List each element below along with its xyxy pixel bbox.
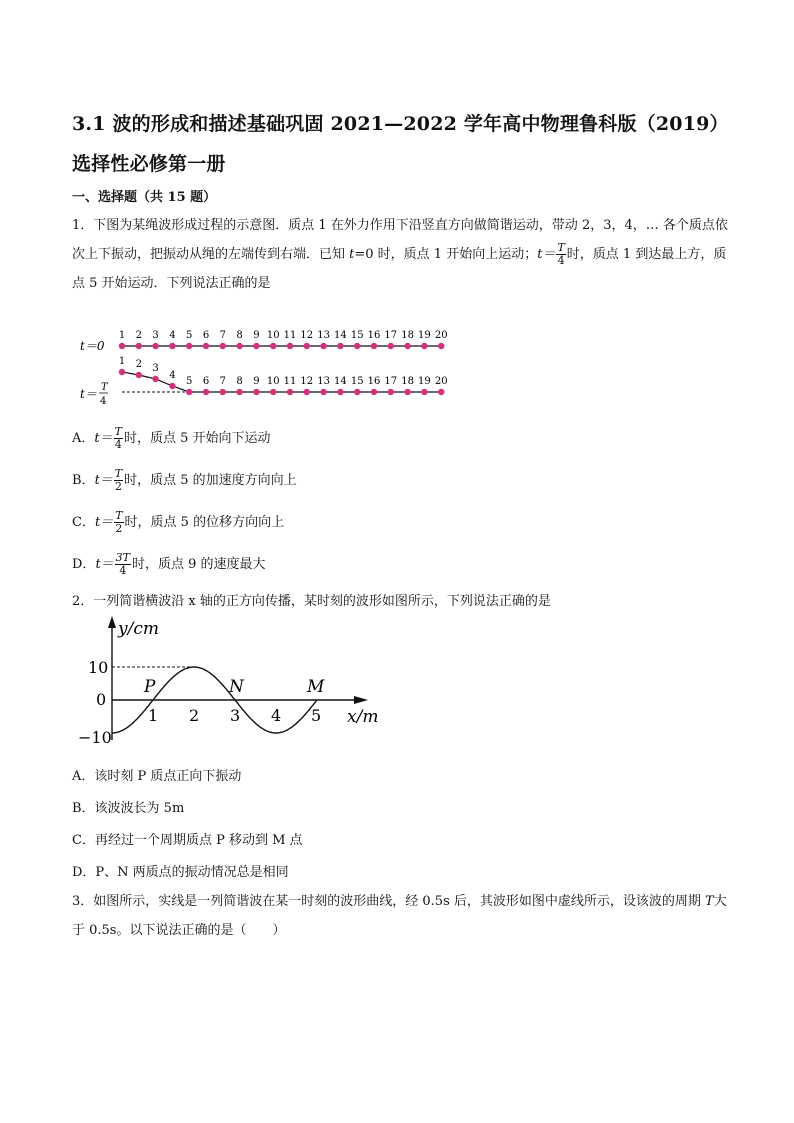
y-tick-10: 10	[88, 658, 109, 677]
option-letter: B．	[72, 473, 95, 488]
fraction-numerator: 3T	[115, 551, 131, 564]
row-1-bead	[438, 343, 444, 349]
x-axis-arrow	[354, 696, 368, 704]
fraction-numerator: T	[114, 467, 123, 480]
row-2-point-number: 8	[236, 376, 243, 387]
row-2-bead	[186, 389, 192, 395]
row-2-bead	[236, 389, 242, 395]
fraction-denominator: 4	[557, 254, 565, 267]
row-2-bead	[253, 389, 259, 395]
row-1-bead	[320, 343, 326, 349]
option-time: t＝	[94, 515, 114, 530]
x-tick-2: 2	[189, 706, 200, 725]
row-2-bead	[287, 389, 293, 395]
row-2-point-number: 9	[253, 376, 260, 387]
row-2-bead	[304, 389, 310, 395]
row-2-point-number: 11	[283, 376, 297, 387]
point-m-label: M	[307, 677, 325, 697]
row-1-point-number: 5	[186, 330, 193, 341]
row-2-point-number: 3	[152, 363, 159, 374]
row-2-point-number: 16	[367, 376, 381, 387]
row-2-bead	[169, 383, 175, 389]
row-1-point-number: 18	[401, 330, 414, 341]
question-3-stem	[72, 887, 732, 945]
row-1-bead	[287, 343, 293, 349]
row-2-point-number: 10	[266, 376, 280, 387]
question-1-option-a	[72, 426, 271, 451]
y-axis-arrow	[108, 616, 116, 628]
row-1-bead	[304, 343, 310, 349]
row-1-point-number: 20	[434, 330, 448, 341]
row-1-point-number: 11	[283, 330, 297, 341]
row-2-point-number: 18	[401, 376, 414, 387]
row-1-bead	[354, 343, 360, 349]
x-tick-4: 4	[271, 706, 282, 725]
row-1-point-number: 16	[367, 330, 381, 341]
row-2-bead	[438, 389, 444, 395]
row-2-point-number: 2	[135, 359, 142, 370]
row-1-point-number: 7	[219, 330, 226, 341]
fraction-denominator: 2	[115, 522, 123, 535]
row-1-point-number: 1	[118, 330, 126, 341]
option-text: 时，质点 5 的加速度方向向上	[124, 473, 297, 488]
row-1-point-number: 10	[266, 330, 280, 341]
row-1-point-number: 14	[334, 330, 347, 341]
row-1-bead	[152, 343, 158, 349]
row-2-bead	[388, 389, 394, 395]
row-2-time-label: t＝	[80, 387, 97, 401]
row-1-bead	[119, 343, 125, 349]
option-time: t＝	[94, 473, 113, 488]
row-2-point-number: 14	[334, 376, 347, 387]
question-2-stem: 2．一列简谐横波沿 x 轴的正方向传播，某时刻的波形如图所示，下列说法正确的是	[72, 594, 551, 609]
row-2-point-number: 12	[300, 376, 314, 387]
row-1-bead	[337, 343, 343, 349]
option-text: 时，质点 5 的位移方向向上	[124, 515, 285, 530]
row-2-point-number: 5	[186, 376, 193, 387]
fraction-numerator: T	[557, 241, 565, 254]
option-letter: D．	[72, 557, 96, 572]
row-2-bead	[337, 389, 343, 395]
question-1-stem	[72, 211, 732, 298]
row-1-point-number: 17	[384, 330, 398, 341]
row-2-point-number: 17	[384, 376, 398, 387]
row-1-point-number: 2	[135, 330, 142, 341]
row-1-time-label: t＝0	[80, 339, 105, 353]
row-1-point-number: 4	[169, 330, 176, 341]
section-heading: 一、选择题（共 15 题）	[72, 190, 217, 205]
y-tick-0: 0	[96, 690, 107, 709]
x-tick-5: 5	[311, 706, 322, 725]
row-1-point-number: 6	[202, 330, 210, 341]
row-2-bead	[421, 389, 427, 395]
row-2-point-number: 15	[350, 376, 364, 387]
option-fraction	[114, 426, 123, 451]
fraction-denominator: 2	[114, 480, 122, 493]
row-1-bead	[253, 343, 259, 349]
row-2-bead	[270, 389, 276, 395]
row-1-point-number: 13	[317, 330, 330, 341]
row-2-point-number: 20	[434, 376, 448, 387]
question-1-option-d	[72, 552, 266, 577]
option-fraction	[114, 510, 123, 535]
option-letter: A．	[72, 431, 95, 446]
row-2-bead	[371, 389, 377, 395]
fraction-t-over-4	[556, 242, 565, 267]
row-1-bead	[388, 343, 394, 349]
question-2-option-d: D．P、N 两质点的振动情况总是相同	[72, 865, 289, 880]
question-1-option-b	[72, 468, 297, 493]
option-time: t＝	[95, 557, 114, 572]
row-2-point-number: 7	[219, 376, 226, 387]
y-axis-label: y/cm	[118, 619, 159, 639]
row-2-point-number: 19	[418, 376, 431, 387]
row-1-bead	[404, 343, 410, 349]
row-1-bead	[421, 343, 427, 349]
question-1-text-b: =0 时，质点 1 开始向上运动；	[354, 247, 538, 262]
row-2-bead	[404, 389, 410, 395]
fraction-denominator: 4	[119, 564, 127, 577]
x-tick-1: 1	[148, 706, 159, 725]
row-1-point-number: 9	[253, 330, 260, 341]
fraction-denominator: 4	[114, 438, 122, 451]
x-axis-label: x/m	[347, 707, 379, 727]
point-n-label: N	[229, 677, 244, 697]
rope-wave-figure	[72, 326, 452, 410]
row-1-point-number: 8	[236, 330, 243, 341]
row-2-point-number: 13	[317, 376, 330, 387]
row-1-point-number: 12	[300, 330, 314, 341]
row-1-bead	[270, 343, 276, 349]
row-2-point-number: 6	[202, 376, 210, 387]
time-equation: t＝	[537, 247, 556, 262]
row-1-bead	[371, 343, 377, 349]
question-3-text-b: 大于 0.5s。以下说法正确的是（ ）	[72, 894, 727, 938]
row-2-bead	[354, 389, 360, 395]
period-variable: T	[705, 894, 714, 909]
option-text: 时，质点 5 开始向下运动	[123, 431, 271, 446]
row-2-rope	[119, 356, 448, 395]
point-p-label: P	[144, 677, 156, 697]
fraction-numerator: T	[115, 509, 123, 522]
row-1-bead	[186, 343, 192, 349]
row-2-frac-num: T	[101, 382, 108, 393]
row-2-bead	[119, 369, 125, 375]
row-1-rope	[119, 330, 448, 349]
question-3-text-a: 3．如图所示，实线是一列简谐波在某一时刻的波形曲线，经 0.5s 后，其波形如图中虚线所示，设该波的周期	[72, 894, 706, 909]
question-2-option-c: C．再经过一个周期质点 P 移动到 M 点	[72, 833, 303, 848]
row-2-bead	[203, 389, 209, 395]
row-1-point-number: 19	[418, 330, 431, 341]
row-1-bead	[236, 343, 242, 349]
fraction-numerator: T	[114, 425, 122, 438]
row-1-bead	[169, 343, 175, 349]
question-1-text-c: 时，质点 1 到达最上方，质点 5 开始运动．下列说法正确的是	[72, 247, 727, 291]
document-title: 3.1 波的形成和描述基础巩固 2021—2022 学年高中物理鲁科版（2019）选择性必修第一册	[72, 113, 729, 175]
row-2-bead	[220, 389, 226, 395]
row-1-bead	[136, 343, 142, 349]
question-2-option-b: B．该波波长为 5m	[72, 801, 185, 816]
option-text: 时，质点 9 的速度最大	[132, 557, 266, 572]
option-fraction	[114, 468, 123, 493]
row-1-point-number: 15	[350, 330, 364, 341]
y-tick-minus-10: −10	[78, 728, 112, 747]
x-tick-3: 3	[230, 706, 241, 725]
time-variable: t	[349, 247, 355, 262]
row-1-bead	[220, 343, 226, 349]
row-2-bead	[320, 389, 326, 395]
option-fraction	[115, 552, 131, 577]
option-letter: C．	[72, 515, 95, 530]
row-2-bead	[152, 376, 158, 382]
question-1-text-a: 1．下图为某绳波形成过程的示意图．质点 1 在外力作用下沿竖直方向做简谐运动，带动 2，3，4，… 各个质点依次上下振动，把振动从绳的左端传到右端．已知	[72, 218, 728, 262]
row-2-point-number: 1	[118, 356, 126, 367]
row-2-frac-den: 4	[100, 396, 107, 407]
question-1-option-c	[72, 510, 284, 535]
row-2-point-number: 4	[169, 370, 176, 381]
option-time: t＝	[94, 431, 113, 446]
row-1-point-number: 3	[152, 330, 159, 341]
wave-graph-figure	[72, 612, 392, 750]
row-2-bead	[136, 372, 142, 378]
question-2-option-a: A．该时刻 P 质点正向下振动	[72, 769, 242, 784]
row-1-bead	[203, 343, 209, 349]
